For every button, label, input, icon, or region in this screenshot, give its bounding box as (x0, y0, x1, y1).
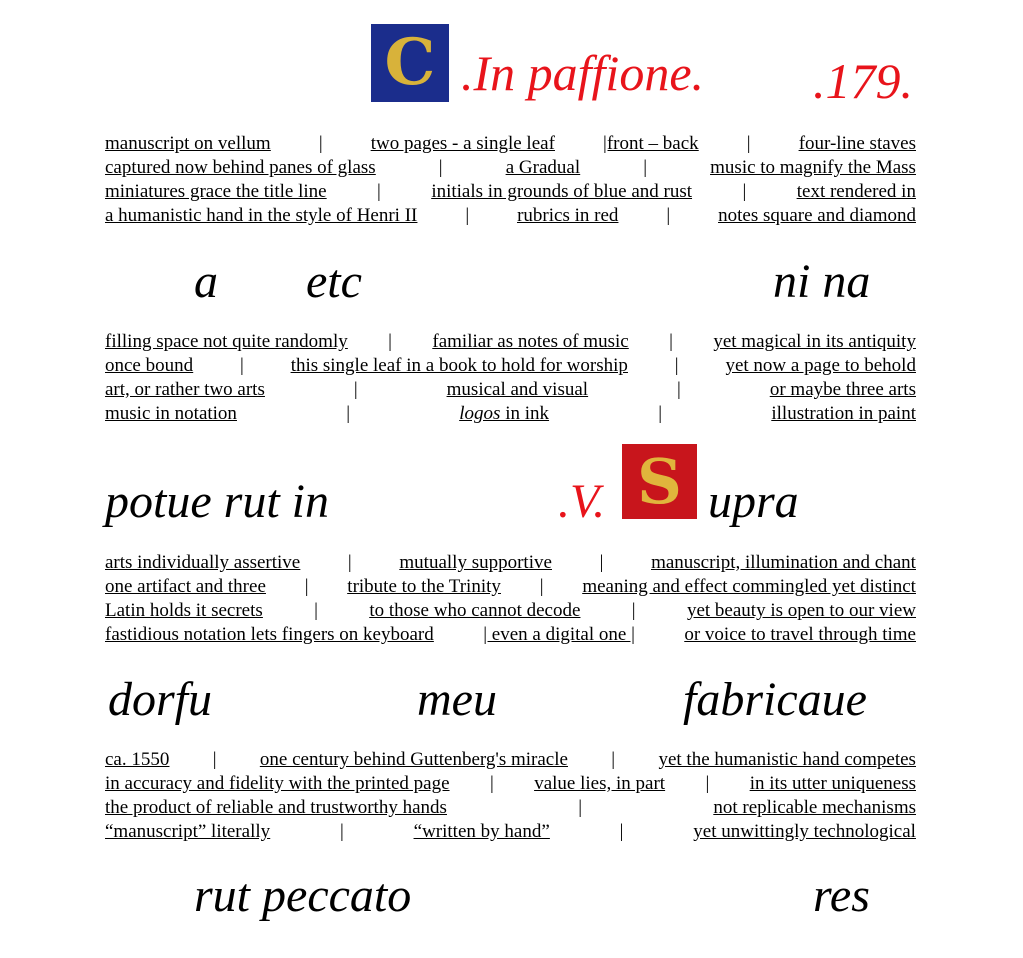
prose-phrase: miniatures grace the title line (105, 181, 327, 202)
prose-line (105, 402, 916, 426)
separator: | (465, 205, 470, 226)
separator: | (212, 749, 217, 770)
prose-phrase: manuscript on vellum (105, 133, 271, 154)
separator: | (746, 133, 751, 154)
prose-phrase: to those who cannot decode (369, 600, 581, 621)
separator: | (539, 576, 544, 597)
separator: | (666, 205, 671, 226)
separator: | (377, 181, 381, 202)
separator: | (240, 355, 244, 376)
prose-phrase: rubrics in red (517, 205, 619, 226)
prose-block-3 (105, 551, 916, 647)
prose-line (105, 330, 916, 354)
prose-phrase: “written by hand” (413, 821, 550, 842)
separator: | (631, 600, 636, 621)
lyric-res: res (813, 869, 870, 922)
prose-line (105, 820, 916, 844)
prose-phrase: ca. 1550 (105, 749, 170, 770)
prose-block-2 (105, 330, 916, 426)
separator: | (304, 576, 309, 597)
folio-header (371, 22, 704, 102)
prose-phrase: one century behind Guttenberg's miracle (259, 749, 568, 770)
separator: | (578, 797, 583, 818)
prose-phrase: fastidious notation lets fingers on keyboard (105, 624, 434, 645)
prose-phrase: manuscript, illumination and chant (651, 552, 916, 573)
separator: | (353, 379, 358, 400)
prose-phrase: text rendered in (796, 181, 916, 202)
prose-phrase: four-line staves (798, 133, 916, 154)
separator: | (438, 157, 443, 178)
prose-phrase: musical and visual (446, 379, 589, 400)
initial-c-letter: C (384, 25, 436, 100)
prose-line (105, 599, 916, 623)
prose-phrase: in accuracy and fidelity with the printed page (105, 773, 450, 794)
lyric-fabricaue: fabricaue (683, 673, 867, 726)
separator: | (599, 552, 604, 573)
rubric-v: .V. (558, 475, 606, 528)
prose-phrase: two pages - a single leaf (370, 133, 555, 154)
separator: | (388, 331, 392, 352)
prose-line (105, 204, 916, 228)
initial-s-letter: S (637, 444, 682, 518)
lyric-ni-na: ni na (773, 255, 871, 308)
separator: | (705, 773, 710, 794)
prose-phrase: music in notation (105, 403, 237, 424)
lyric-etc: etc (306, 255, 362, 308)
separator: | (339, 821, 344, 842)
prose-line (105, 354, 916, 378)
prose-block-4 (105, 748, 916, 844)
separator: | (619, 821, 624, 842)
prose-phrase: “manuscript” literally (105, 821, 271, 842)
separator: | (742, 181, 747, 202)
prose-line (105, 156, 916, 180)
prose-block-1 (105, 132, 916, 228)
prose-phrase: arts individually assertive (105, 552, 301, 573)
prose-phrase: captured now behind panes of glass (105, 157, 376, 178)
prose-phrase: the product of reliable and trustworthy hands (105, 797, 447, 818)
separator: | (674, 355, 679, 376)
prose-line (105, 623, 916, 647)
prose-line (105, 575, 916, 599)
prose-phrase: illustration in paint (771, 403, 916, 424)
separator: | (677, 379, 681, 400)
prose-line (105, 796, 916, 820)
prose-phrase: not replicable mechanisms (713, 797, 916, 818)
folio-number: .179. (813, 53, 913, 109)
prose-phrase: once bound (105, 355, 194, 376)
separator: | (489, 773, 494, 794)
prose-phrase: yet now a page to behold (725, 355, 916, 376)
prose-phrase: music to magnify the Mass (710, 157, 916, 178)
prose-phrase: filling space not quite randomly (105, 331, 348, 352)
prose-phrase: or voice to travel through time (684, 624, 916, 645)
lyric-a: a (194, 255, 218, 308)
separator: | (669, 331, 673, 352)
prose-line (105, 180, 916, 204)
prose-phrase: this single leaf in a book to hold for worship (290, 355, 628, 376)
prose-line (105, 772, 916, 796)
prose-phrase: yet unwittingly technological (693, 821, 916, 842)
separator: | (643, 157, 648, 178)
prose-phrase: in its utter uniqueness (749, 773, 916, 794)
prose-phrase: a humanistic hand in the style of Henri II (105, 205, 418, 226)
rubric-title: .In paffione. (461, 45, 705, 101)
prose-phrase: Latin holds it secrets (105, 600, 263, 621)
prose-phrase: value lies, in part (534, 773, 666, 794)
lyric-meu: meu (417, 673, 497, 726)
prose-phrase: initials in grounds of blue and rust (431, 181, 693, 202)
prose-phrase: tribute to the Trinity (347, 576, 501, 597)
lyric-dorfu: dorfu (108, 673, 213, 726)
prose-phrase: mutually supportive (399, 552, 552, 573)
prose-phrase: a Gradual (505, 157, 581, 178)
prose-line (105, 748, 916, 772)
prose-line (105, 132, 916, 156)
lyric-rut-peccato: rut peccato (194, 869, 412, 922)
separator: | (314, 600, 318, 621)
separator: | (346, 403, 351, 424)
prose-line (105, 378, 916, 402)
lyric-upra: upra (708, 475, 799, 528)
separator: | (318, 133, 323, 154)
prose-phrase: notes square and diamond (718, 205, 916, 226)
separator: | (611, 749, 616, 770)
separator: | (347, 552, 352, 573)
separator: |front – back (603, 133, 699, 154)
prose-phrase: one artifact and three (105, 576, 266, 597)
prose-phrase: meaning and effect commingled yet distinct (582, 576, 916, 597)
separator: | (658, 403, 663, 424)
separator: | even a digital one | (483, 624, 635, 645)
prose-phrase: art, or rather two arts (105, 379, 265, 400)
lyric-potue-rut-in: potue rut in (105, 475, 329, 528)
prose-phrase: yet beauty is open to our view (686, 600, 916, 621)
prose-line (105, 551, 916, 575)
prose-phrase: familiar as notes of music (432, 331, 629, 352)
prose-phrase: yet magical in its antiquity (713, 331, 916, 352)
illuminated-initial-s (622, 444, 697, 519)
prose-phrase: yet the humanistic hand competes (658, 749, 916, 770)
illuminated-initial-c (371, 24, 449, 102)
prose-phrase: logos in ink (459, 403, 550, 424)
prose-phrase: or maybe three arts (769, 379, 916, 400)
